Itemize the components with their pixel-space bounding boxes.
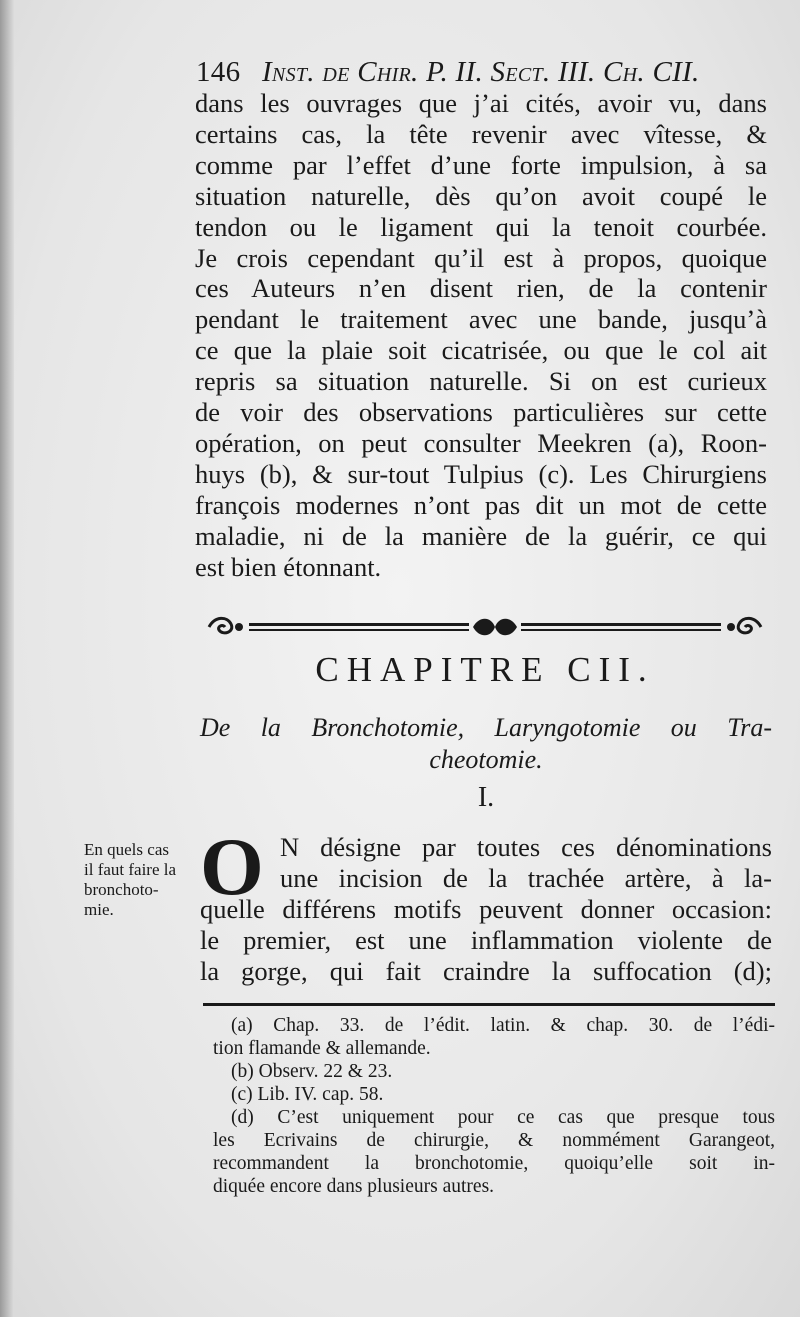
margin-note-line: il faut faire la — [84, 860, 177, 879]
margin-note-line: mie. — [84, 900, 114, 919]
margin-note-line: En quels cas — [84, 840, 169, 859]
ornament-left-flourish — [209, 618, 243, 633]
margin-note — [84, 840, 204, 920]
text-line: ce que la plaie soit cicatrisée, ou que le col ait — [195, 335, 767, 366]
footnote-line: (a) Chap. 33. de l’édit. latin. & chap. 30. de l’édi- — [231, 1015, 775, 1036]
page-gutter-shadow — [0, 0, 14, 1317]
text-line: françois modernes n’ont pas dit un mot de cette — [195, 489, 767, 520]
text-line: repris sa situation naturelle. Si on est curieux — [195, 366, 767, 397]
footnote-divider — [203, 1003, 775, 1006]
ornament-right-flourish — [727, 618, 761, 633]
footnote-line: (d) C’est uniquement pour ce cas que presque tous — [231, 1107, 775, 1128]
running-title: Inst. de Chir. P. II. Sect. III. Ch. CII. — [261, 56, 700, 88]
text-line: le premier, est une inflammation violente de — [200, 925, 772, 955]
footnotes — [213, 1014, 775, 1198]
footnote-line: recommandent la bronchotomie, quoiqu’elle soit in- — [213, 1153, 775, 1174]
text-line: certains cas, la tête revenir avec vîtesse, & — [195, 118, 767, 149]
text-line: Je crois cependant qu’il est à propos, quoique — [195, 242, 767, 273]
text-line: de voir des observations particulières sur cette — [195, 397, 767, 428]
text-line: tendon ou le ligament qui la tenoit courbée. — [195, 211, 767, 242]
footnote-line: (c) Lib. IV. cap. 58. — [231, 1084, 384, 1105]
ornamental-divider — [205, 612, 765, 642]
footnote-line: diquée encore dans plusieurs autres. — [213, 1176, 495, 1197]
section-number: I. — [477, 782, 495, 813]
chapter-heading: CHAPITRE CII. — [315, 650, 655, 689]
text-line: dans les ouvrages que j’ai cités, avoir vu, dans — [195, 88, 767, 118]
chapter-paragraph — [200, 821, 772, 987]
text-line: opération, on peut consulter Meekren (a), Roon- — [195, 427, 767, 458]
drop-cap: O — [200, 821, 264, 912]
text-line: huys (b), & sur-tout Tulpius (c). Les Chirurgiens — [195, 458, 767, 489]
text-line: maladie, ni de la manière de la guérir, ce qui — [195, 520, 767, 551]
chapter-title — [200, 712, 772, 776]
footnote-line: (b) Observ. 22 & 23. — [231, 1061, 393, 1082]
text-line: situation naturelle, dès qu’on avoit coupé le — [195, 180, 767, 211]
footnote-line: tion flamande & allemande. — [213, 1038, 431, 1059]
ornament-center-flourish — [473, 619, 517, 636]
chapter-title-line: De la Bronchotomie, Laryngotomie ou Tra- — [200, 713, 772, 742]
text-line: N désigne par toutes ces dénominations — [280, 832, 772, 862]
footnote-line: les Ecrivains de chirurgie, & nommément Garangeot, — [213, 1130, 775, 1151]
text-line: pendant le traitement avec une bande, jusqu’à — [195, 304, 767, 335]
text-line: est bien étonnant. — [195, 551, 382, 582]
text-line: une incision de la trachée artère, à la- — [280, 863, 772, 893]
text-line: comme par l’effet d’une forte impulsion, à sa — [195, 149, 767, 180]
chapter-title-line: cheotomie. — [429, 745, 543, 774]
text-line: quelle différens motifs peuvent donner occasion: — [200, 894, 772, 924]
text-line: ces Auteurs n’en disent rien, de la contenir — [195, 273, 767, 304]
margin-note-line: bronchoto- — [84, 880, 159, 899]
text-line: la gorge, qui fait craindre la suffocation (d); — [200, 956, 772, 986]
page-number: 146 — [196, 56, 241, 88]
body-paragraph — [195, 88, 767, 583]
